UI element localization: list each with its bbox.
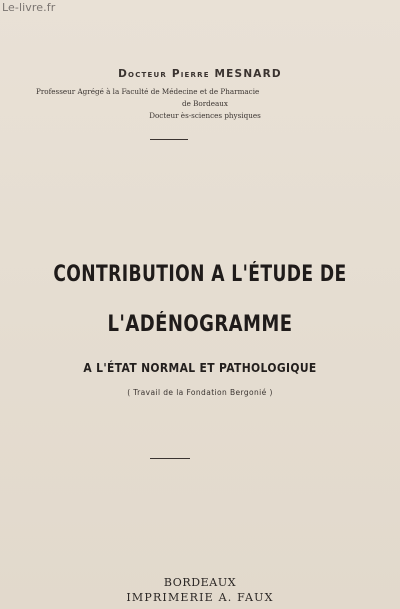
watermark-text: Le-livre.fr [2,1,56,14]
divider-middle [150,458,190,459]
author-affiliation-line-3: Docteur ès-sciences physiques [149,111,261,120]
divider-top [150,139,188,140]
publisher-city: BORDEAUX [163,576,237,589]
title-line-2: L'ADÉNOGRAMME [107,312,293,337]
title-line-1: CONTRIBUTION A L'ÉTUDE DE [53,262,347,287]
author-name: Docteur Pierre MESNARD [118,68,282,80]
author-affiliation-line-2: de Bordeaux [181,99,228,108]
publisher-printer: IMPRIMERIE A. FAUX [126,591,274,604]
subtitle: A L'ÉTAT NORMAL ET PATHOLOGIQUE [83,360,317,375]
work-note: ( Travail de la Fondation Bergonié ) [127,388,273,397]
author-affiliation-line-1: Professeur Agrégé à la Faculté de Médecine et de Pharmacie [36,87,260,96]
